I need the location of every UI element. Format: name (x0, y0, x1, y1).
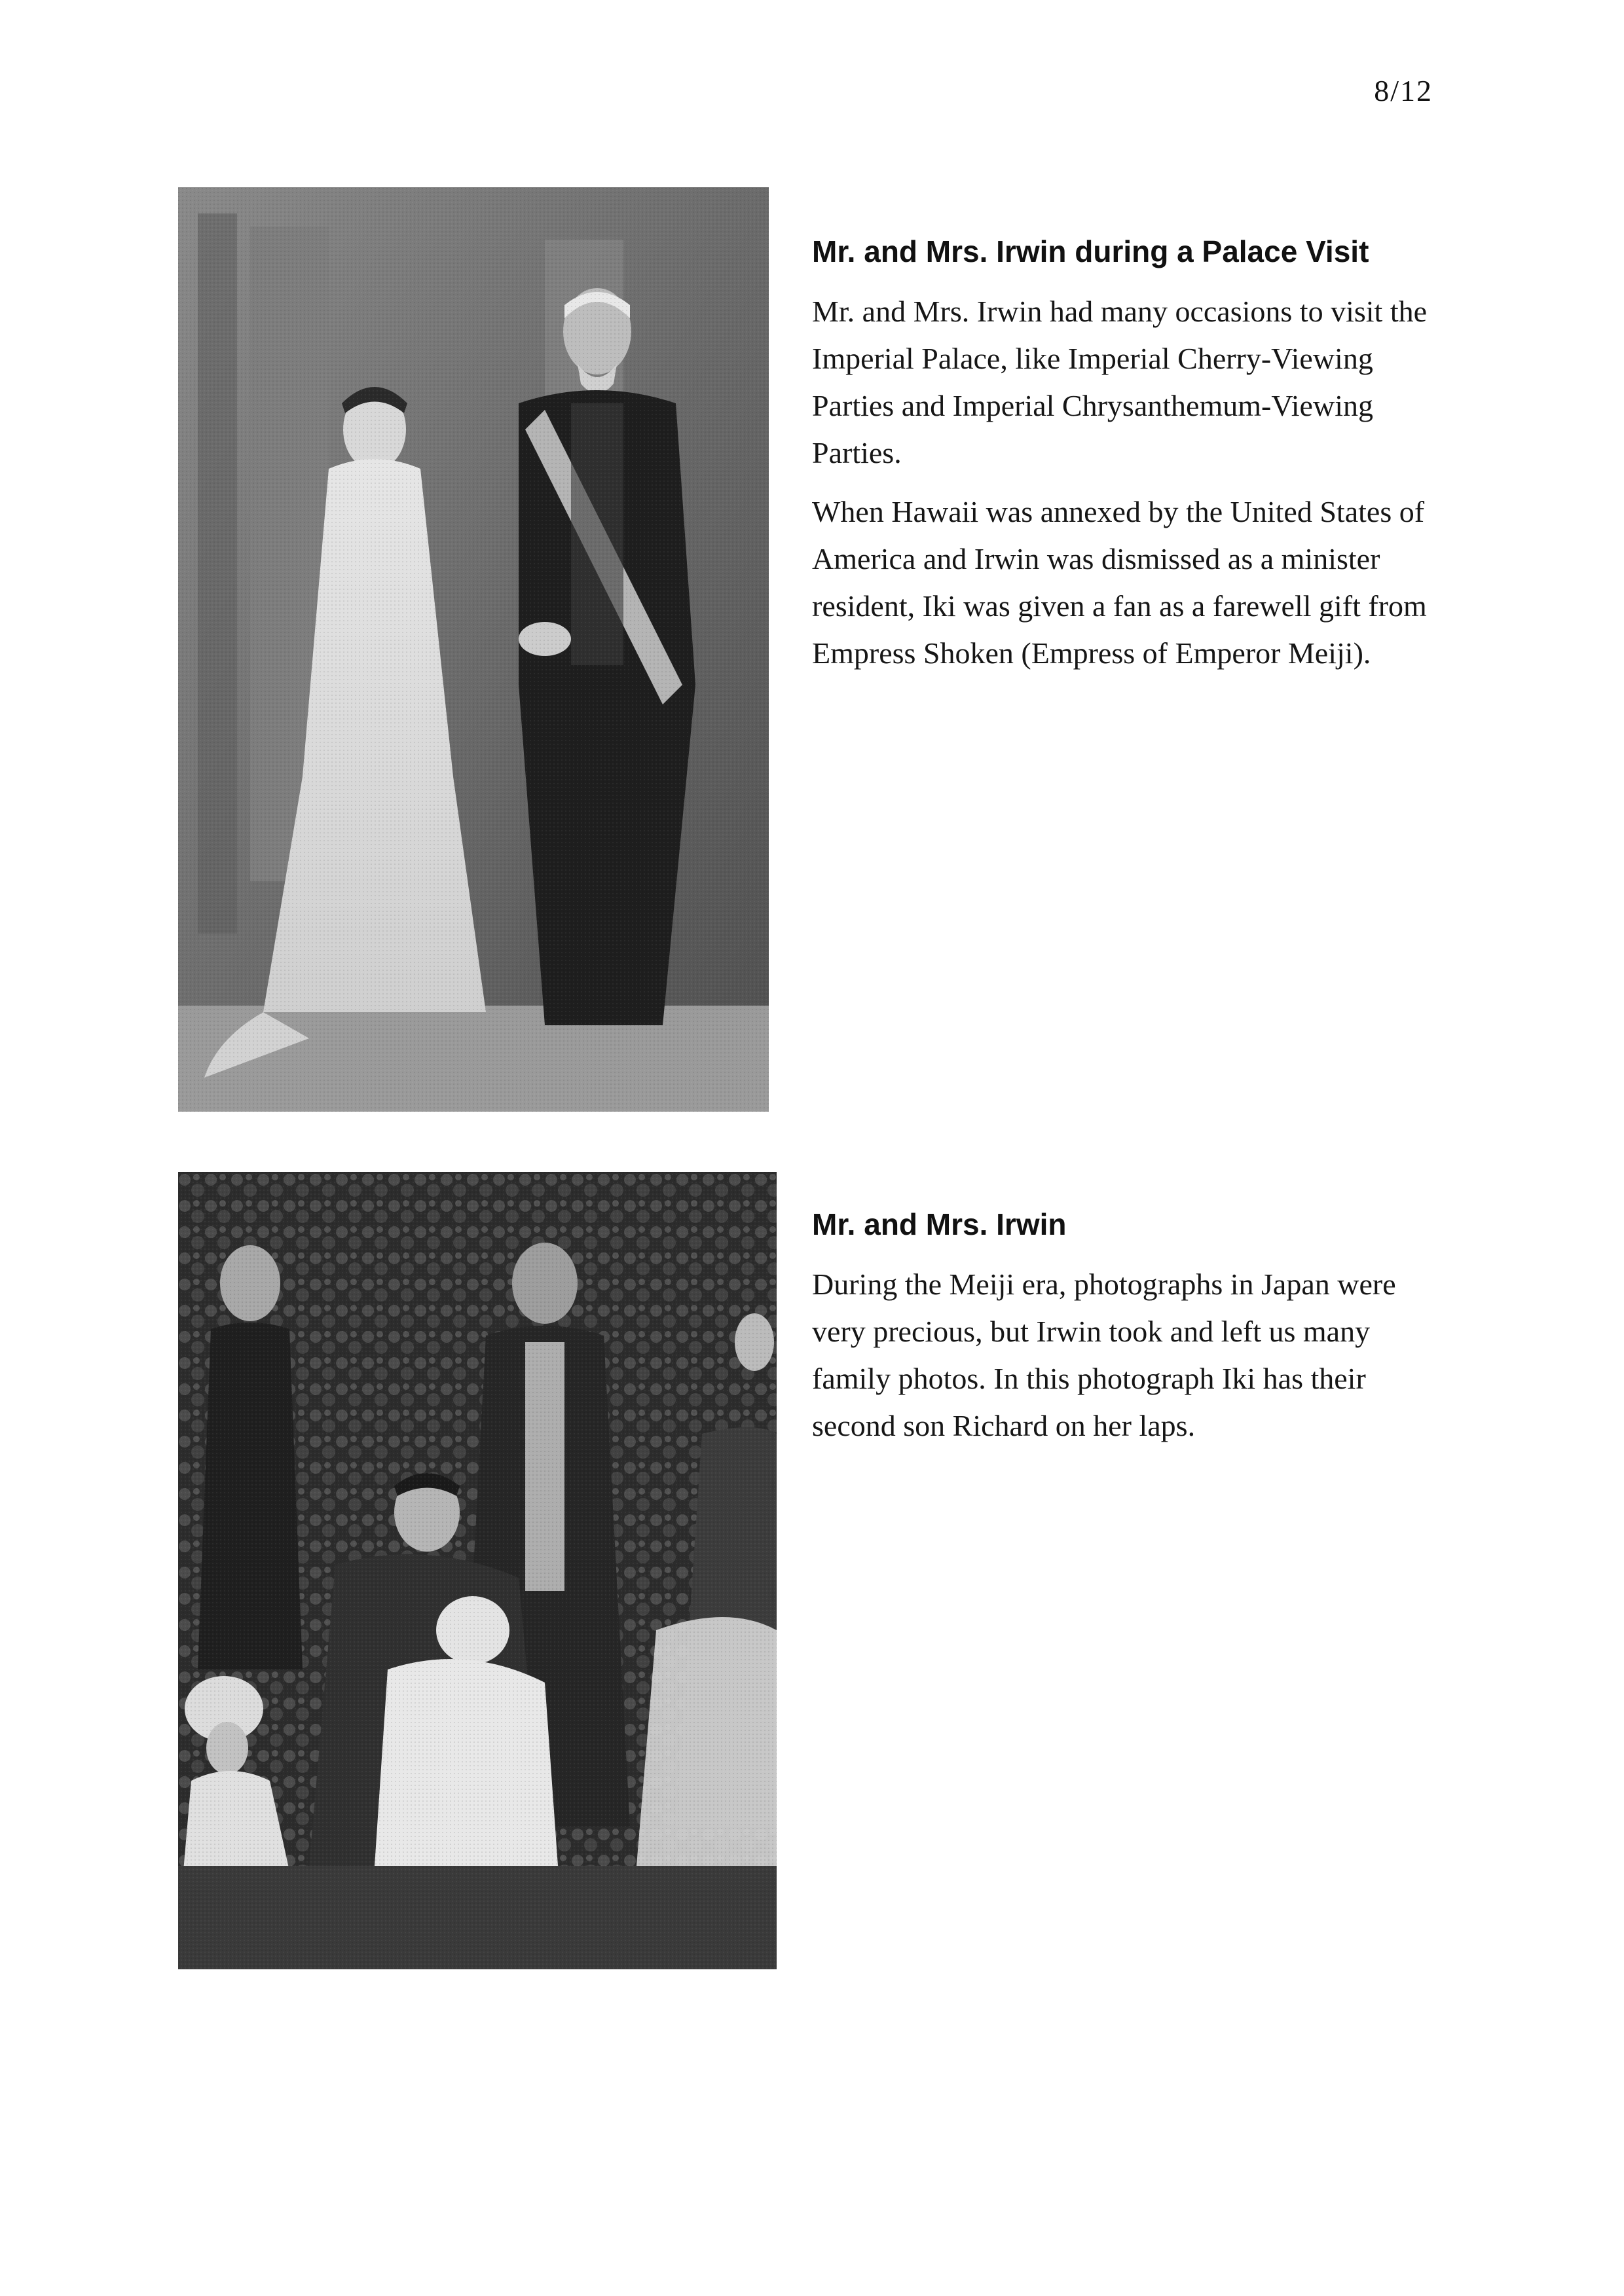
photo-family (178, 1172, 777, 1969)
section-paragraph: When Hawaii was annexed by the United States of America and Irwin was dismissed as a minister resident, Iki was given a fan as a farewell gift from Empress Shoken (Empress of Emperor Meiji). (812, 495, 1427, 670)
section-heading: Mr. and Mrs. Irwin during a Palace Visit (812, 234, 1369, 268)
section-paragraph: During the Meiji era, photographs in Japan were very precious, but Irwin took and left us many family photos. In this photograph Iki has their second son Richard on her laps. (812, 1267, 1396, 1442)
caption-palace-visit (812, 233, 1434, 689)
photo-palace-visit (178, 187, 769, 1112)
caption-family (812, 1206, 1434, 1461)
section-heading: Mr. and Mrs. Irwin (812, 1207, 1067, 1241)
page-number: 8/12 (1374, 74, 1433, 107)
section-paragraph: Mr. and Mrs. Irwin had many occasions to visit the Imperial Palace, like Imperial Cherry-Viewing Parties and Imperial Chrysanthemum-Viewing Parties. (812, 295, 1428, 469)
